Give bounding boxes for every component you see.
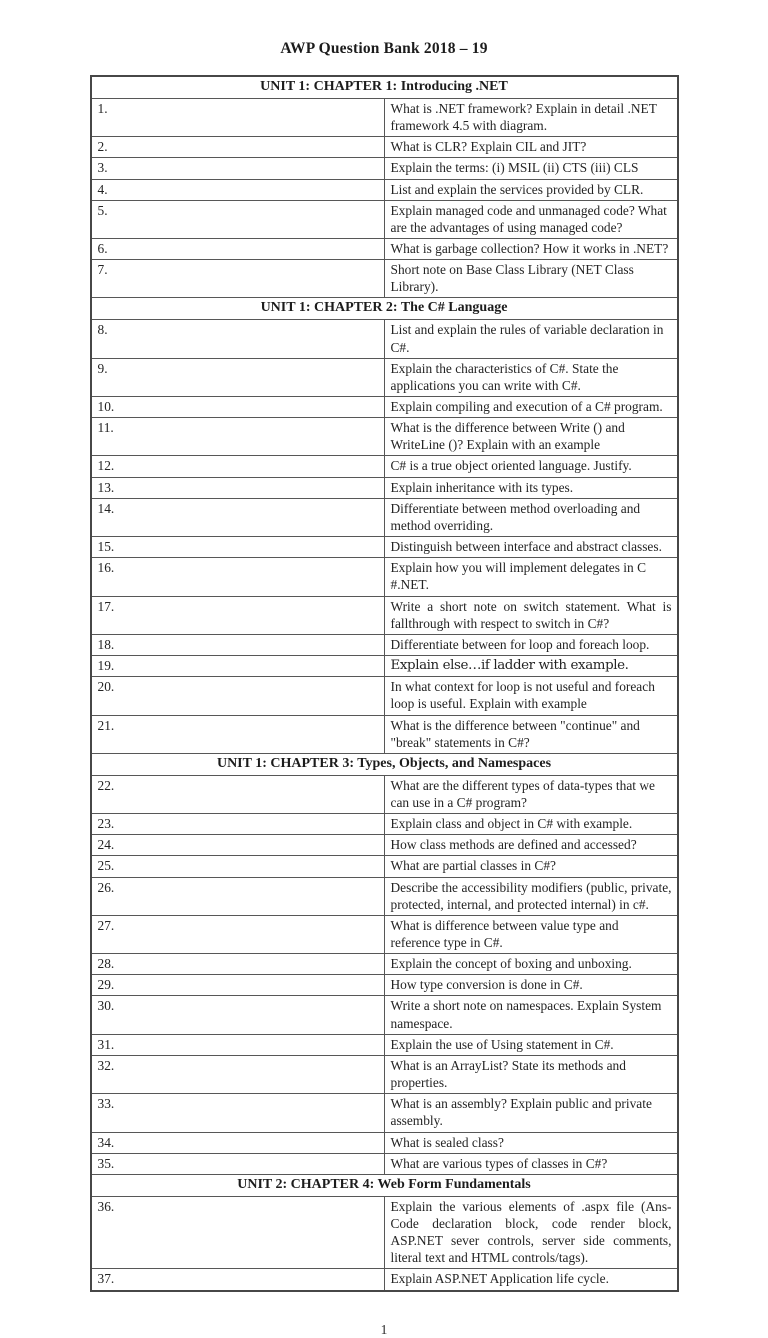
question-row <box>91 1269 678 1291</box>
question-row <box>91 200 678 238</box>
question-number-cell: 29. <box>91 975 385 996</box>
question-number-cell: 12. <box>91 456 385 477</box>
question-number-cell: 25. <box>91 856 385 877</box>
question-number-cell: 36. <box>91 1196 385 1269</box>
question-text-cell: Explain the concept of boxing and unboxing. <box>384 954 678 975</box>
page-number: 1 <box>380 1321 388 1337</box>
question-row <box>91 98 678 136</box>
question-row <box>91 715 678 753</box>
question-table-body <box>91 76 678 1291</box>
question-text-cell: Explain the characteristics of C#. State the applications you can write with C#. <box>384 358 678 396</box>
section-heading: UNIT 1: CHAPTER 1: Introducing .NET <box>91 76 678 98</box>
question-number-cell: 17. <box>91 596 385 634</box>
question-row <box>91 320 678 358</box>
question-number-cell: 34. <box>91 1132 385 1153</box>
section-header-row <box>91 753 678 775</box>
question-number-cell: 24. <box>91 835 385 856</box>
question-number-cell: 21. <box>91 715 385 753</box>
question-text-cell: How type conversion is done in C#. <box>384 975 678 996</box>
question-number-cell: 30. <box>91 996 385 1034</box>
question-row <box>91 856 678 877</box>
question-row <box>91 1055 678 1093</box>
question-number-cell: 31. <box>91 1034 385 1055</box>
question-text-cell: Short note on Base Class Library (NET Class Library). <box>384 260 678 298</box>
question-row <box>91 996 678 1034</box>
question-text-cell: What is the difference between "continue" and "break" statements in C#? <box>384 715 678 753</box>
document-title: AWP Question Bank 2018 – 19 <box>280 40 488 57</box>
question-number-cell: 7. <box>91 260 385 298</box>
question-number-cell: 18. <box>91 634 385 655</box>
question-text-cell: What are partial classes in C#? <box>384 856 678 877</box>
question-text-cell: What are the different types of data-types that we can use in a C# program? <box>384 775 678 813</box>
question-row <box>91 158 678 179</box>
question-row <box>91 954 678 975</box>
question-text-cell: Explain else…if ladder with example. <box>384 656 678 677</box>
question-row <box>91 634 678 655</box>
question-row <box>91 656 678 677</box>
question-row <box>91 1196 678 1269</box>
question-number-cell: 23. <box>91 814 385 835</box>
question-text-cell: What is difference between value type and reference type in C#. <box>384 915 678 953</box>
question-row <box>91 537 678 558</box>
question-row <box>91 1153 678 1174</box>
question-number-cell: 22. <box>91 775 385 813</box>
question-row <box>91 418 678 456</box>
section-heading: UNIT 2: CHAPTER 4: Web Form Fundamentals <box>91 1174 678 1196</box>
section-header-row <box>91 1174 678 1196</box>
question-text-cell: What is an ArrayList? State its methods and properties. <box>384 1055 678 1093</box>
question-text-cell: Explain ASP.NET Application life cycle. <box>384 1269 678 1291</box>
question-number-cell: 35. <box>91 1153 385 1174</box>
question-row <box>91 397 678 418</box>
question-text-cell: Write a short note on namespaces. Explain System namespace. <box>384 996 678 1034</box>
question-number-cell: 26. <box>91 877 385 915</box>
question-row <box>91 260 678 298</box>
question-text-cell: Explain the use of Using statement in C#. <box>384 1034 678 1055</box>
question-text-cell: Write a short note on switch statement. What is fallthrough with respect to switch in C#? <box>384 596 678 634</box>
question-number-cell: 5. <box>91 200 385 238</box>
question-text-cell: Explain the terms: (i) MSIL (ii) CTS (iii) CLS <box>384 158 678 179</box>
question-number-cell: 6. <box>91 239 385 260</box>
question-row <box>91 877 678 915</box>
question-row <box>91 835 678 856</box>
question-row <box>91 358 678 396</box>
question-row <box>91 1034 678 1055</box>
question-number-cell: 9. <box>91 358 385 396</box>
question-text-cell: What is sealed class? <box>384 1132 678 1153</box>
question-number-cell: 28. <box>91 954 385 975</box>
question-number-cell: 32. <box>91 1055 385 1093</box>
question-row <box>91 1094 678 1132</box>
question-row <box>91 456 678 477</box>
question-text-cell: Explain inheritance with its types. <box>384 477 678 498</box>
question-text-cell: List and explain the services provided by CLR. <box>384 179 678 200</box>
question-number-cell: 8. <box>91 320 385 358</box>
question-row <box>91 558 678 596</box>
question-text-cell: How class methods are defined and accessed? <box>384 835 678 856</box>
question-number-cell: 19. <box>91 656 385 677</box>
question-row <box>91 179 678 200</box>
question-number-cell: 3. <box>91 158 385 179</box>
question-text-cell: Explain the various elements of .aspx file (Ans-Code declaration block, code render block, ASP.NET sever controls, server side comments, literal text and HTML controls/tags). <box>384 1196 678 1269</box>
question-number-cell: 20. <box>91 677 385 715</box>
question-text-cell: Describe the accessibility modifiers (public, private, protected, internal, and protected internal) in c#. <box>384 877 678 915</box>
question-number-cell: 27. <box>91 915 385 953</box>
question-text-cell: Differentiate between for loop and foreach loop. <box>384 634 678 655</box>
question-row <box>91 677 678 715</box>
question-row <box>91 775 678 813</box>
question-table <box>90 75 679 1292</box>
question-number-cell: 15. <box>91 537 385 558</box>
question-row <box>91 814 678 835</box>
question-row <box>91 975 678 996</box>
question-text-cell: C# is a true object oriented language. Justify. <box>384 456 678 477</box>
question-text-cell: Distinguish between interface and abstract classes. <box>384 537 678 558</box>
question-text-cell: Explain class and object in C# with example. <box>384 814 678 835</box>
question-text-cell: Explain how you will implement delegates in C #.NET. <box>384 558 678 596</box>
question-row <box>91 477 678 498</box>
question-row <box>91 137 678 158</box>
question-row <box>91 915 678 953</box>
question-text-cell: Explain compiling and execution of a C# program. <box>384 397 678 418</box>
question-text-cell: What is an assembly? Explain public and private assembly. <box>384 1094 678 1132</box>
question-text-cell: Differentiate between method overloading and method overriding. <box>384 498 678 536</box>
question-number-cell: 10. <box>91 397 385 418</box>
question-number-cell: 4. <box>91 179 385 200</box>
question-number-cell: 13. <box>91 477 385 498</box>
question-text-cell: List and explain the rules of variable declaration in C#. <box>384 320 678 358</box>
question-number-cell: 16. <box>91 558 385 596</box>
question-number-cell: 14. <box>91 498 385 536</box>
question-row <box>91 596 678 634</box>
question-text-cell: What is the difference between Write () and WriteLine ()? Explain with an example <box>384 418 678 456</box>
question-row <box>91 1132 678 1153</box>
question-row <box>91 498 678 536</box>
question-text-cell: What is .NET framework? Explain in detail .NET framework 4.5 with diagram. <box>384 98 678 136</box>
question-row <box>91 239 678 260</box>
question-number-cell: 37. <box>91 1269 385 1291</box>
question-text-cell: What is garbage collection? How it works in .NET? <box>384 239 678 260</box>
question-text-cell: What is CLR? Explain CIL and JIT? <box>384 137 678 158</box>
question-number-cell: 33. <box>91 1094 385 1132</box>
section-heading: UNIT 1: CHAPTER 2: The C# Language <box>91 298 678 320</box>
question-text-cell: What are various types of classes in C#? <box>384 1153 678 1174</box>
section-heading: UNIT 1: CHAPTER 3: Types, Objects, and Namespaces <box>91 753 678 775</box>
question-number-cell: 11. <box>91 418 385 456</box>
section-header-row <box>91 298 678 320</box>
question-number-cell: 2. <box>91 137 385 158</box>
question-text-cell: In what context for loop is not useful and foreach loop is useful. Explain with example <box>384 677 678 715</box>
section-header-row <box>91 76 678 98</box>
question-text-cell: Explain managed code and unmanaged code? What are the advantages of using managed code? <box>384 200 678 238</box>
question-number-cell: 1. <box>91 98 385 136</box>
